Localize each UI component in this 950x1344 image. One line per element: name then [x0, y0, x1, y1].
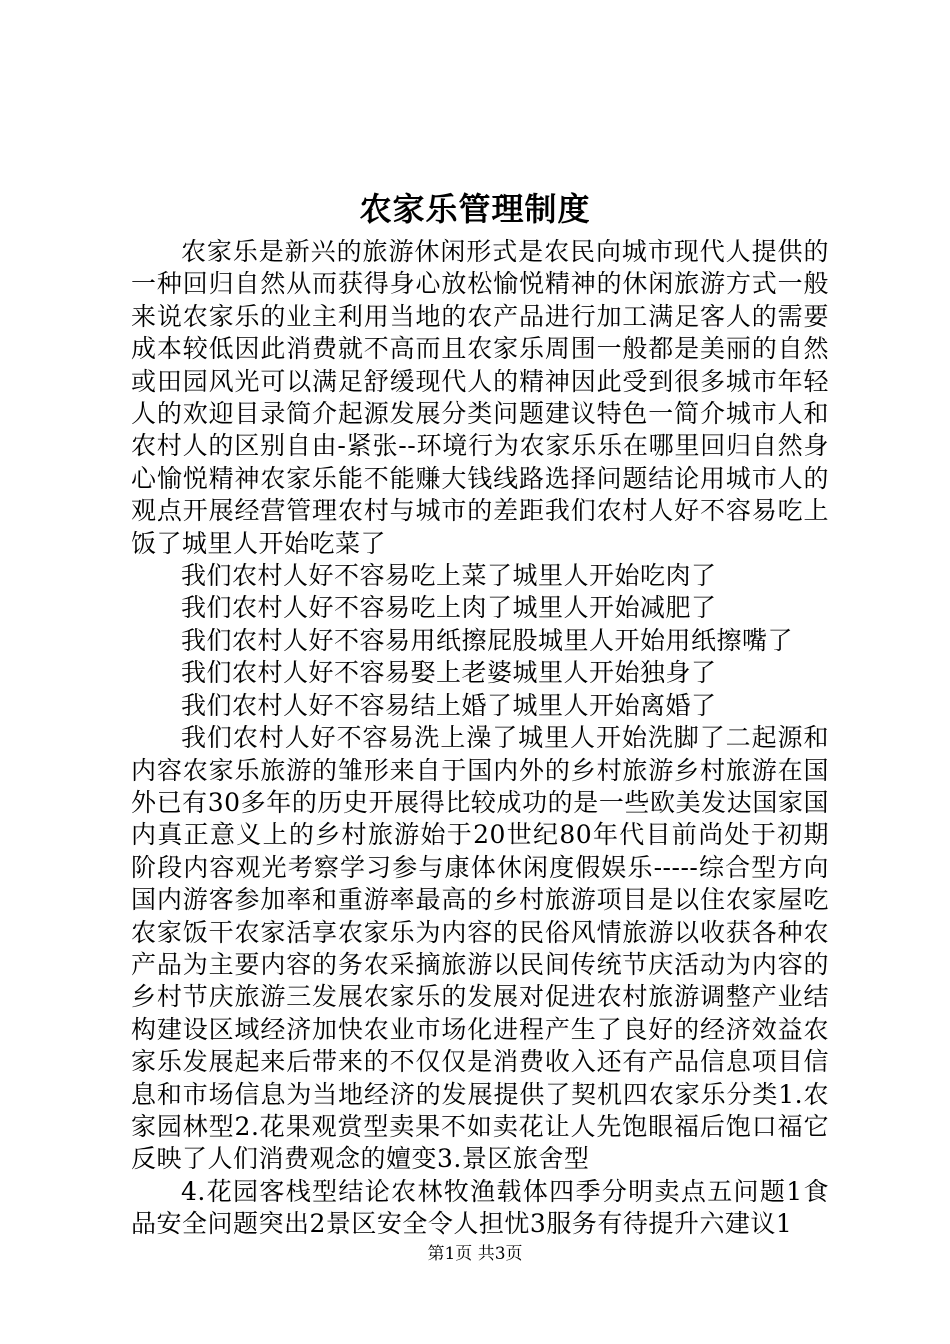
paragraph-line-4: 我们农村人好不容易娶上老婆城里人开始独身了: [181, 658, 717, 688]
document-title: 农家乐管理制度: [359, 190, 591, 228]
paragraph-intro: 农家乐是新兴的旅游休闲形式是农民向城市现代人提供的一种回归自然从而获得身心放松愉悦精神的休闲旅游方式一般来说农家乐的业主利用当地的农产品进行加工满足客人的需要成本较低因此消费就不高而且农家乐周围一般都是美丽的自然或田园风光可以满足舒缓现代人的精神因此受到很多城市年轻人的欢迎目录简介起源发展分类问题建议特色一简介城市人和农村人的区别自由-紧张--环境行为农家乐乐在哪里回归自然身心愉悦精神农家乐能不能赚大钱线路选择问题结论用城市人的观点开展经营管理农村与城市的差距我们农村人好不容易吃上饭了城里人开始吃菜了: [131, 237, 829, 558]
paragraph-origin: 我们农村人好不容易洗上澡了城里人开始洗脚了二起源和内容农家乐旅游的雏形来自于国内外的乡村旅游乡村旅游在国外已有30多年的历史开展得比较成功的是一些欧美发达国家国内真正意义上的乡村旅游始于20世纪80年代目前尚处于初期阶段内容观光考察学习参与康体休闲度假娱乐-----综合型方向国内游客参加率和重游率最高的乡村旅游项目是以住农家屋吃农家饭干农家活享农家乐为内容的民俗风情旅游以收获各种农产品为主要内容的务农采摘旅游以民间传统节庆活动为内容的乡村节庆旅游三发展农家乐的发展对促进农村旅游调整产业结构建设区域经济加快农业市场化进程产生了良好的经济效益农家乐发展起来后带来的不仅仅是消费收入还有产品信息项目信息和市场信息为当地经济的发展提供了契机四农家乐分类1.农家园林型2.花果观赏型卖果不如卖花让人先饱眼福后饱口福它反映了人们消费观念的嬗变3.景区旅舍型: [131, 723, 829, 1174]
paragraph-line-2: 我们农村人好不容易吃上肉了城里人开始减肥了: [181, 593, 717, 623]
paragraph-line-3: 我们农村人好不容易用纸擦屁股城里人开始用纸擦嘴了: [181, 625, 794, 655]
document-body: [131, 236, 829, 1241]
paragraph-conclusion: 4.花园客栈型结论农林牧渔载体四季分明卖点五问题1食品安全问题突出2景区安全令人担忧3服务有待提升六建议1: [131, 1176, 829, 1239]
page-footer: 第1页 共3页: [427, 1244, 523, 1264]
paragraph-line-1: 我们农村人好不容易吃上菜了城里人开始吃肉了: [181, 561, 717, 591]
paragraph-line-5: 我们农村人好不容易结上婚了城里人开始离婚了: [181, 690, 717, 720]
